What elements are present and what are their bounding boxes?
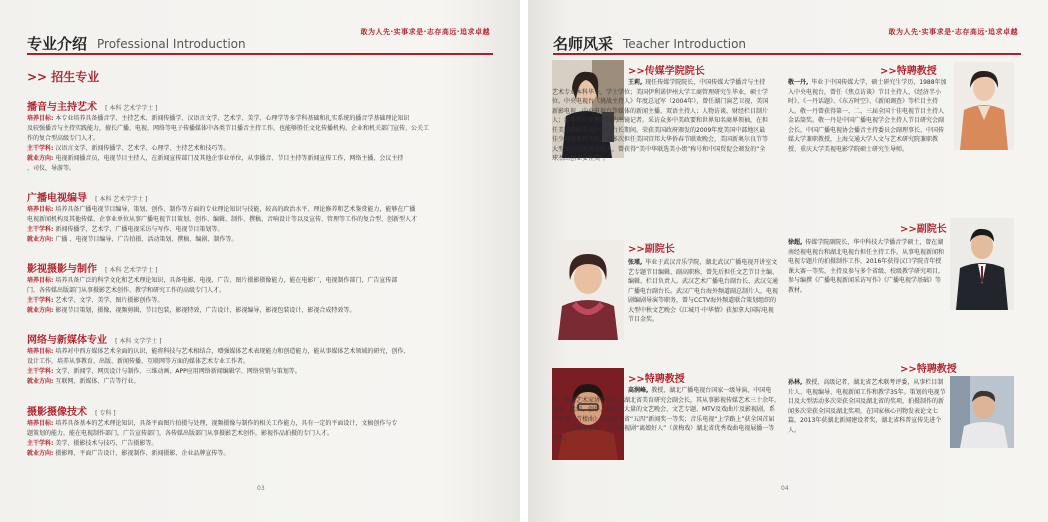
page-number: 04: [781, 485, 789, 492]
teacher-photo-visiting-3: [950, 376, 1014, 448]
major-line: [27, 449, 497, 459]
teacher-bio-visiting-2: [552, 386, 780, 443]
line-label: 主干学科:: [27, 440, 54, 447]
line-label: 主干学科:: [27, 368, 54, 375]
line-label: 主干学科:: [27, 226, 54, 233]
major-line: [27, 347, 497, 357]
line-label: 培养目标:: [27, 348, 54, 355]
major-line: [27, 235, 497, 245]
page-title: 专业介绍: [27, 35, 88, 53]
motto: 敢为人先·实事求是·志存高远·追求卓越: [888, 28, 1018, 36]
line-text: 影视节目策划，摄像，视频剪辑，节目包装，影视特效，广告设计，影视编导，影视包装设计，影视合成特效等。: [55, 307, 356, 314]
major-line: [27, 296, 497, 306]
page-title-en: Professional Introduction: [97, 37, 246, 51]
line-label: 就业方向:: [27, 155, 54, 162]
major-new-media: [27, 328, 497, 387]
line-label: 就业方向:: [27, 378, 54, 385]
major-line: [27, 164, 497, 174]
teacher-name: 敬一丹,: [788, 79, 809, 86]
line-text: 本专业培养具备播音学、主持艺术、新闻传播学、汉语言文学、艺术学、美学、心理学等多学科基础和扎实系统的播音学基础理论知识: [55, 115, 410, 122]
page-title: 名师风采: [553, 35, 614, 53]
left-page: [0, 0, 520, 522]
major-line: [27, 286, 497, 296]
role-label: >>副院长: [900, 224, 947, 235]
line-label: 就业方向:: [27, 307, 54, 314]
teacher-bio-text: 教授，湖北广播电视台国家一级导演、中国电影、电视艺术家协会会员，湖北省美育研究会副会长，其从事影视传媒艺术三十余年，编导、组织、创作、拍摄了大量的文艺晚会、文艺专题、MTV及戏曲片及影视剧，系列专题《青楼曲》获得湖北省“五四”新闻奖一等奖；音乐电视“上学路上”获全国首届少儿音乐电视金奖；音乐电视剧“离娘好人”（黄梅戏）湖北省优秀戏曲电视展播一等奖等。: [552, 387, 781, 442]
teacher-role: [900, 220, 947, 235]
title-rule: [27, 53, 493, 55]
teacher-bio-vice-dean-2: [788, 238, 946, 295]
line-text: 培养对中西方媒体艺术全面的认识，能将科技与艺术相结合，增强媒体艺术表现能力和创造能力，能从事媒体艺术领域的研究，创作、: [55, 348, 410, 355]
major-name: 广播电视编导: [27, 193, 87, 204]
teacher-bio-text: 毕业于武汉音乐学院，湖北武汉广播电视开讲室文艺专题节目编辑、副高职称，曾先后担任文艺节目主编、编辑、栏目负责人。武汉艺术广播电台副台长、武汉交通广播电台副台长。武汉广电台海外频道副总制片人，电视剧编剧导演等职务，曾与CCTV海外频道联合策划组织的大型中秋文艺晚会《江城月·中华情》获加拿大国际电视节目金奖。: [628, 259, 779, 323]
title-rule: [553, 53, 1021, 55]
major-name: 影视摄影与制作: [27, 264, 97, 275]
role-label: >>传媒学院院长: [628, 66, 705, 77]
line-label: 主干学科:: [27, 145, 54, 152]
line-label: 培养目标:: [27, 420, 54, 427]
line-text: 及较强播音与主持实践能力，擅长广播、电视、网络等电子传播媒体中各类节目播音主持工作，也能够胜任文化传播机构、企业和机关部门宣传、公关工: [27, 125, 430, 132]
teacher-bio-text: 毕业于中国传媒大学，硕士研究生学历，1988年加入中央电视台，曾任《焦点访谈》节目主持人、《经济半小时》、《一丹话题》、《东方时空》、《新闻调查》等栏目主持人。敬一丹曾获得第一、二、三届全国十佳电视节目主持人金话筒奖。敬一丹是中国广播电视学会主持人节目研究会副会长，中国广播电视协会播音主持委员会副理事长、中国传媒大学兼职教授，上海交通大学人文与艺术研究院兼职教授、重庆大学美视电影学院硕士研究生导师。: [788, 79, 947, 153]
major-line: [27, 134, 497, 144]
role-label: >>特聘教授: [628, 374, 685, 385]
line-text: 培养具备广播电视节目编导、策划、创作、制作等方面的专业理论知识与技能，较高的政治水平、理论修养和艺术鉴赏能力，能够在广播: [55, 206, 416, 213]
line-text: 门，各传媒出版部门从事摄影艺术创作、教学和研究工作的高级专门人才。: [27, 287, 226, 294]
teacher-name: 孙林,: [788, 379, 803, 386]
section-heading: >> 招生专业: [27, 70, 100, 84]
major-degree: [ 本科 艺术学学士 ]: [105, 105, 158, 112]
line-text: 培养具备广泛的科学文化和艺术理论知识，具备电影、电视、广告、图片摄影摄像能力，能在电影厂，电视制作部门，广告宣传部: [55, 277, 398, 284]
line-label: 就业方向:: [27, 450, 54, 457]
line-text: 广播 、电视节目编导、广告拍摄、活动策划、撰稿、编剧、制作等。: [55, 236, 238, 243]
teacher-photo-visiting-1: [954, 62, 1014, 150]
major-line: [27, 124, 497, 134]
role-label: >>副院长: [628, 244, 675, 255]
major-degree: [ 本科 文学学士 ]: [115, 338, 162, 345]
major-name: 摄影摄像技术: [27, 407, 87, 418]
line-label: 主干学科:: [27, 297, 54, 304]
major-line: [27, 215, 497, 225]
major-line: [27, 357, 497, 367]
major-line: [27, 377, 497, 387]
line-text: 电视新闻机构及其他传媒、企事业单位从事广播电视节目策划、创作、编辑、制作、撰稿、音响设计等以及宣传、管理等工作的复合型、创新型人才: [27, 216, 418, 223]
major-line: [27, 306, 497, 316]
line-text: 、司仪，导游等。: [27, 165, 76, 172]
major-degree: [ 本科 艺术学学士 ]: [95, 196, 148, 203]
line-text: 美学、摄影技术与技巧、广告摄影等。: [55, 440, 158, 447]
line-text: 作的复合型高级专门人才。: [27, 135, 100, 142]
line-text: 题策划的能力，能在电视制作部门，广告宣传部门，各传媒出版部门从事摄影艺术创作，影视作品拍摄的专门人才。: [27, 430, 334, 437]
major-photography: [27, 400, 497, 459]
teacher-role: [628, 370, 685, 385]
major-broadcasting: [27, 95, 497, 174]
major-name: 播音与主持艺术: [27, 102, 97, 113]
line-label: 培养目标:: [27, 206, 54, 213]
major-line: [27, 205, 497, 215]
page-number: 03: [257, 485, 265, 492]
major-degree: [ 本科 艺术学学士 ]: [105, 267, 158, 274]
teacher-name: 高润峰,: [628, 387, 649, 394]
line-label: 培养目标:: [27, 115, 54, 122]
line-text: 艺术学、文学、美学、图片摄影创作等。: [55, 297, 164, 304]
major-directing: [27, 186, 497, 245]
major-film: [27, 257, 497, 316]
teacher-bio-dean: [552, 78, 770, 164]
major-line: [27, 114, 497, 124]
line-text: 互联网、新媒体、广告等行业。: [55, 378, 140, 385]
major-line: [27, 439, 497, 449]
major-line: [27, 225, 497, 235]
major-line: [27, 429, 497, 439]
major-line: [27, 367, 497, 377]
teacher-bio-text: 传媒学院副院长，华中科技大学播音学硕士，曾在湖南经视电视台和湖北电视台担任主持工作。从事电视新闻和电视专题片的拍摄制作工作，2016年获得汉口学院青年授课大赛一等奖，主持及参与多个省级、校级教学研究项目，参与编撰《广播电视新闻采访写作》《广播电视学基础》等教材。: [788, 239, 945, 294]
teacher-bio-text: 教授，高级记者，湖北省艺术联考评委，从事栏目制片人、电视编导、电视新闻工作和教学35年。策划的电视节目及大型活动多次荣获全国及湖北省的奖项，拍摄制作的新闻多次荣获全国及湖北奖项，在国家核心刊物发表论文七篇，2013年获湖北新闻建设者奖，湖北省科普宣传先进个人。: [788, 379, 946, 434]
teacher-role: [628, 240, 675, 255]
role-label: >>特聘教授: [880, 66, 937, 77]
major-degree: [ 专科 ]: [95, 410, 116, 417]
line-text: 设计工作，培养从事教育、出版、新闻传播、互联网等方面的媒体艺术专业工作者。: [27, 358, 250, 365]
teacher-role: [880, 62, 937, 77]
book-gutter: [520, 0, 528, 522]
role-label: >>特聘教授: [900, 364, 957, 375]
line-label: 就业方向:: [27, 236, 54, 243]
major-line: [27, 144, 497, 154]
line-text: 培养具备基本的艺术理论知识，具备平面图片拍摄与处理，视频摄像与制作的相关工作能力，具有一定的平面设计，文稿创作与专: [55, 420, 398, 427]
teacher-bio-visiting-3: [788, 378, 946, 435]
line-text: 汉语言文学、新闻传播学、艺术学、心理学、主持艺术和技巧等。: [55, 145, 230, 152]
teacher-name: 王莉,: [628, 79, 643, 86]
teacher-name: 徐超,: [788, 239, 803, 246]
right-page: [528, 0, 1048, 522]
major-line: [27, 276, 497, 286]
line-label: 培养目标:: [27, 277, 54, 284]
page-title-en: Teacher Introduction: [623, 37, 747, 51]
teacher-photo-vice-dean-1: [552, 240, 624, 340]
line-text: 新闻传播学、艺术学、广播电视采访与写作、电视节目策划等。: [55, 226, 224, 233]
line-text: 摄影师、平面广告设计、影视制作、新闻摄影、企业品牌宣传等。: [55, 450, 230, 457]
line-text: 文学、新闻学、网页设计与制作、三维动画、APP应用网络新闻编辑学、网络营销与策划等。: [55, 368, 301, 375]
teacher-name: 张瑾,: [628, 259, 643, 266]
teacher-photo-vice-dean-2: [950, 218, 1014, 310]
line-text: 电视新闻播音员，电视节目主持人，在新闻宣传部门及其他企事业单位，从事播音、节目主持等新闻宣传工作，网络主播，会议主持: [55, 155, 404, 162]
teacher-bio-text: 现任传媒学院院长，中国传媒大学播音与主持艺术专业本科毕业，学士学位；美国伊利诺伊州大学工商管理研究生毕业，硕士学位。中央电视台《挑战主持人》年度总冠军（2004年），曾任湖门演艺卫视、美国新影电视、中央电视台等媒体的新闻主播、双语主持人；人物访谈、财经栏目制片人；新华社社亚加新特约出镜记者。采访众多中美政要和世界知名商界领袖，在担任美国新影电视中文台台长期间，荣获美国政府颁发的2009年度美国中部地区最佳少数族裔裨杰奖，曾多次担任美国宫邦大华侨春节联欢晚会，美国新奥尔良节等大型活动的双语主持人，曾获得“美中华联选美小姐”称号和中国贸促会颁发的“全球杰出创业女性奖”。: [552, 79, 769, 162]
major-line: [27, 419, 497, 429]
teacher-bio-vice-dean-1: [628, 258, 778, 325]
teacher-role: [900, 360, 957, 375]
major-line: [27, 154, 497, 164]
major-name: 网络与新媒体专业: [27, 335, 107, 346]
teacher-bio-visiting-1: [788, 78, 948, 154]
teacher-role: [628, 62, 705, 77]
motto: 敢为人先·实事求是·志存高远·追求卓越: [360, 28, 490, 36]
